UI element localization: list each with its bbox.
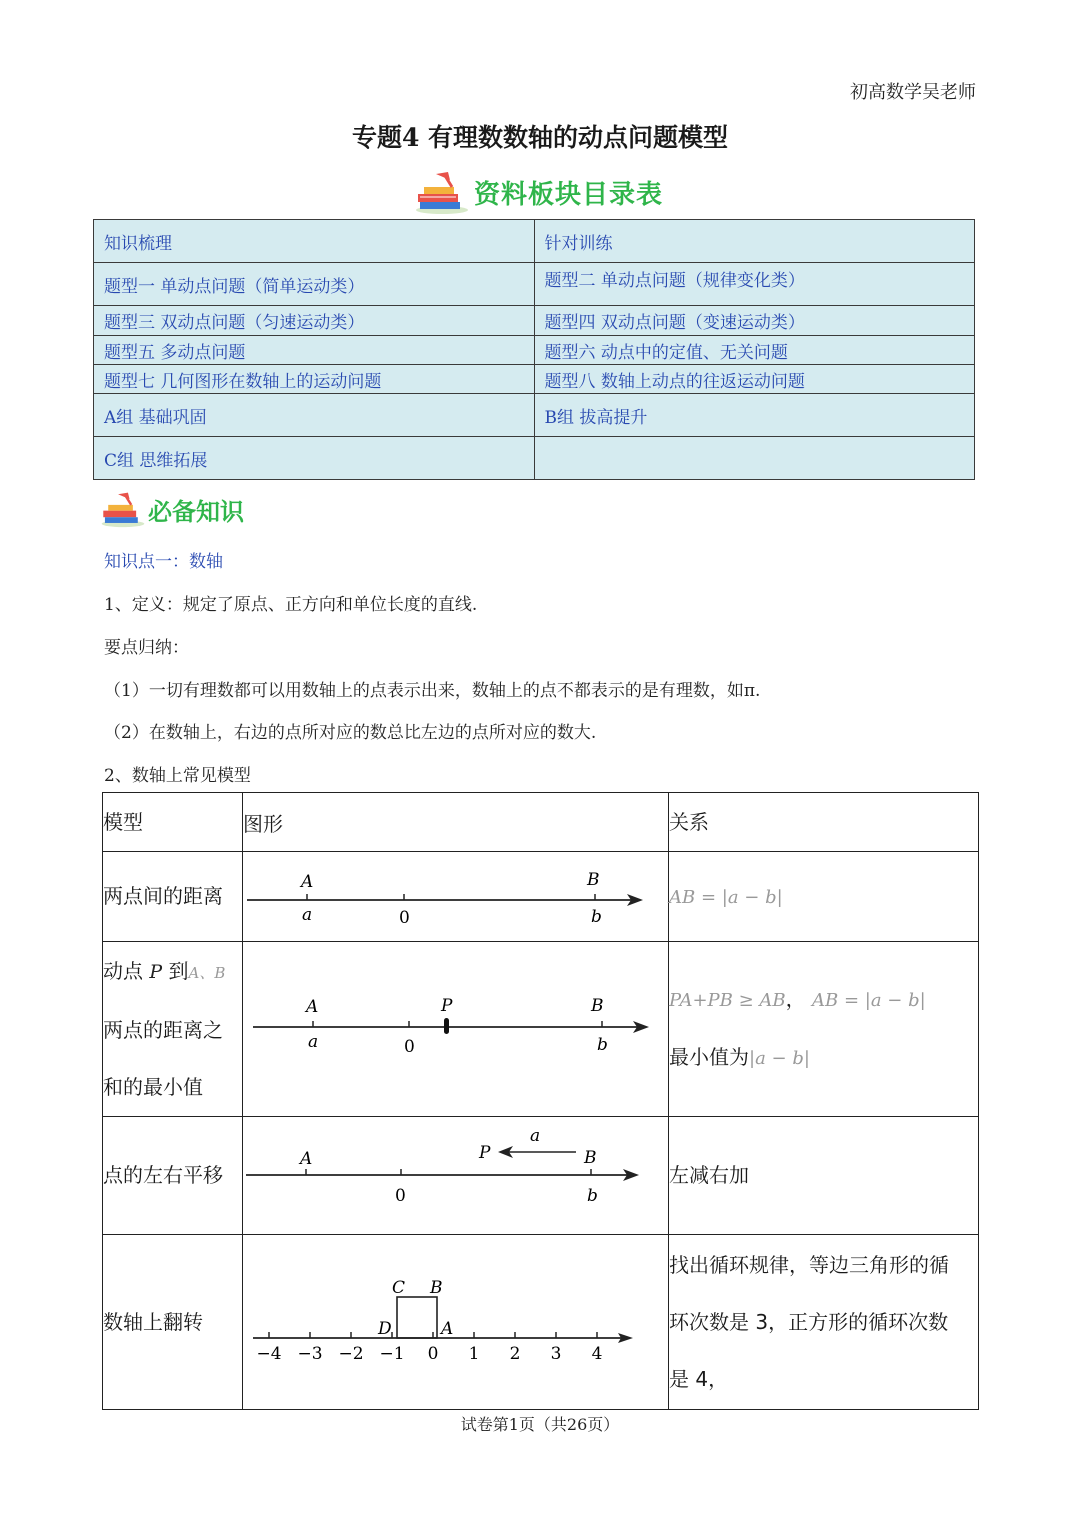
toc-cell[interactable]: 题型二 单动点问题（规律变化类） bbox=[534, 263, 975, 306]
tick-label: 1 bbox=[468, 1344, 480, 1364]
books-lamp-icon bbox=[414, 170, 470, 214]
label-A: A bbox=[301, 872, 314, 892]
toc-row bbox=[94, 365, 975, 394]
toc-banner bbox=[414, 170, 663, 214]
toc-cell[interactable]: 知识梳理 bbox=[94, 220, 535, 263]
flip-number-line bbox=[243, 1235, 668, 1404]
toc-row bbox=[94, 306, 975, 336]
toc-row bbox=[94, 263, 975, 306]
label-B: B bbox=[587, 870, 600, 890]
tick-label: 2 bbox=[509, 1344, 521, 1364]
tick-label: −4 bbox=[256, 1344, 282, 1364]
flip-rule-line3: 是 4， bbox=[669, 1366, 729, 1391]
author-name: 初高数学吴老师 bbox=[850, 82, 976, 103]
table-row bbox=[103, 942, 979, 1117]
label-B: B bbox=[591, 996, 604, 1016]
point-p-marker bbox=[444, 1018, 449, 1034]
square-shape bbox=[397, 1297, 437, 1338]
toc-cell bbox=[534, 437, 975, 480]
table-row bbox=[103, 1117, 979, 1235]
table-row bbox=[103, 852, 979, 942]
models-header-relation: 关系 bbox=[669, 793, 979, 852]
summary-label: 要点归纳： bbox=[104, 638, 189, 658]
model-name: 点的左右平移 bbox=[103, 1117, 243, 1235]
translation-number-line bbox=[243, 1117, 668, 1229]
toc-cell[interactable]: 题型一 单动点问题（简单运动类） bbox=[94, 263, 535, 306]
definition-text: 1、定义：规定了原点、正方向和单位长度的直线. bbox=[104, 595, 478, 615]
toc-cell[interactable]: B组 拔高提升 bbox=[534, 394, 975, 437]
model-name bbox=[103, 942, 243, 1117]
table-row bbox=[103, 1235, 979, 1410]
common-models-label: 2、数轴上常见模型 bbox=[104, 766, 251, 786]
toc-cell[interactable]: 题型三 双动点问题（匀速运动类） bbox=[94, 306, 535, 336]
models-header-model: 模型 bbox=[103, 793, 243, 852]
toc-cell[interactable]: C组 思维拓展 bbox=[94, 437, 535, 480]
point-p-symbol: P bbox=[149, 960, 163, 983]
label-zero: 0 bbox=[399, 908, 410, 928]
toc-table bbox=[93, 219, 975, 480]
label-a: a bbox=[302, 905, 313, 925]
min-value-formula: |a − b| bbox=[749, 1048, 810, 1069]
knowledge-point-title: 知识点一：数轴 bbox=[104, 552, 223, 572]
books-lamp-icon bbox=[100, 490, 146, 528]
label-P: P bbox=[479, 1143, 491, 1163]
label-shift-a: a bbox=[530, 1126, 541, 1146]
label-P: P bbox=[441, 996, 453, 1016]
flip-rule-line2: 环次数是 3，正方形的循环次数 bbox=[669, 1309, 949, 1334]
toc-cell[interactable]: 题型八 数轴上动点的往返运动问题 bbox=[534, 365, 975, 394]
figure-cell bbox=[243, 1117, 669, 1235]
flip-rule-line1: 找出循环规律，等边三角形的循 bbox=[669, 1252, 949, 1277]
toc-cell[interactable]: 针对训练 bbox=[534, 220, 975, 263]
triangle-inequality-formula: PA+PB ≥ AB bbox=[669, 990, 786, 1011]
tick-label: −3 bbox=[297, 1344, 323, 1364]
toc-row bbox=[94, 336, 975, 365]
summary-item-1: （1）一切有理数都可以用数轴上的点表示出来，数轴上的点不都表示的是有理数，如π. bbox=[104, 681, 761, 701]
min-sum-number-line bbox=[243, 942, 668, 1111]
summary-item-2: （2）在数轴上，右边的点所对应的数总比左边的点所对应的数大. bbox=[104, 723, 597, 743]
figure-cell bbox=[243, 1235, 669, 1410]
label-C: C bbox=[392, 1278, 406, 1298]
tick-label: 3 bbox=[550, 1344, 562, 1364]
tick-label: −2 bbox=[338, 1344, 364, 1364]
tick-label: 4 bbox=[591, 1344, 603, 1364]
section-heading bbox=[100, 487, 244, 531]
label-A: A bbox=[441, 1319, 454, 1339]
label-zero: 0 bbox=[395, 1186, 406, 1206]
label-b: b bbox=[587, 1186, 598, 1206]
relation-cell bbox=[669, 1235, 979, 1410]
toc-cell[interactable]: 题型四 双动点问题（变速运动类） bbox=[534, 306, 975, 336]
distance-formula: AB = |a − b| bbox=[812, 990, 926, 1011]
model-name: 数轴上翻转 bbox=[103, 1235, 243, 1410]
label-zero: 0 bbox=[404, 1037, 415, 1057]
label-B: B bbox=[430, 1278, 443, 1298]
tick-label: −1 bbox=[379, 1344, 405, 1364]
model-name-line1: 动点 bbox=[103, 958, 143, 983]
figure-cell bbox=[243, 852, 669, 942]
models-table bbox=[102, 792, 979, 1410]
toc-row bbox=[94, 394, 975, 437]
figure-cell bbox=[243, 942, 669, 1117]
label-D: D bbox=[378, 1319, 392, 1339]
toc-cell[interactable]: A组 基础巩固 bbox=[94, 394, 535, 437]
section-heading-label: 必备知识 bbox=[148, 497, 244, 526]
page-footer: 试卷第1页（共26页） bbox=[460, 1415, 620, 1434]
toc-banner-label: 资料板块目录表 bbox=[474, 179, 664, 210]
min-value-label: 最小值为 bbox=[669, 1045, 749, 1069]
page-title: 专题4 有理数数轴的动点问题模型 bbox=[351, 123, 729, 152]
models-header-row bbox=[103, 793, 979, 852]
label-A: A bbox=[306, 997, 319, 1017]
distance-number-line bbox=[243, 852, 668, 936]
label-B: B bbox=[584, 1148, 597, 1168]
points-ab-symbol: A、B bbox=[188, 963, 226, 982]
label-a: a bbox=[308, 1032, 319, 1052]
relation-cell bbox=[669, 852, 979, 942]
tick-label: 0 bbox=[427, 1344, 439, 1364]
toc-cell[interactable]: 题型五 多动点问题 bbox=[94, 336, 535, 365]
model-name-line3: 和的最小值 bbox=[103, 1074, 203, 1099]
distance-formula: AB = |a − b| bbox=[669, 886, 783, 908]
relation-cell bbox=[669, 942, 979, 1117]
model-name-line2: 两点的距离之 bbox=[103, 1017, 223, 1042]
relation-cell: 左减右加 bbox=[669, 1117, 979, 1235]
toc-cell[interactable]: 题型七 几何图形在数轴上的运动问题 bbox=[94, 365, 535, 394]
model-name: 两点间的距离 bbox=[103, 852, 243, 942]
toc-row bbox=[94, 437, 975, 480]
models-header-figure: 图形 bbox=[243, 793, 669, 852]
model-name-to: 到 bbox=[168, 958, 189, 983]
label-b: b bbox=[591, 907, 602, 927]
toc-row bbox=[94, 220, 975, 263]
label-A: A bbox=[300, 1149, 313, 1169]
label-b: b bbox=[597, 1035, 608, 1055]
toc-cell[interactable]: 题型六 动点中的定值、无关问题 bbox=[534, 336, 975, 365]
formula-separator: ， bbox=[785, 987, 806, 1011]
